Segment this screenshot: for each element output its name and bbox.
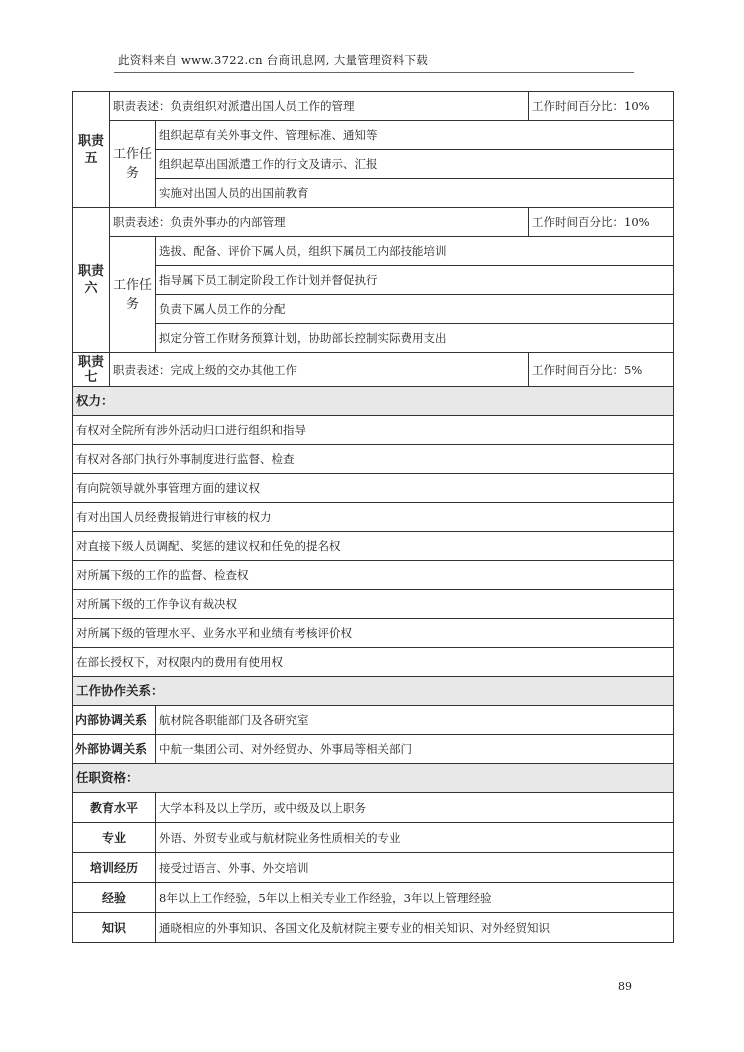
- duty6-label: 职责六: [73, 208, 110, 353]
- knowledge-label: 知识: [73, 913, 156, 943]
- qualification-row: [73, 823, 674, 853]
- page-header: [114, 52, 634, 73]
- power-row: [73, 648, 674, 677]
- duty6-task-row: [73, 237, 674, 266]
- powers-section-row: [73, 387, 674, 416]
- duty5-percent: 工作时间百分比：10%: [529, 92, 674, 121]
- duty5-task-1: 组织起草有关外事文件、管理标准、通知等: [156, 121, 674, 150]
- power-item: 有权对全院所有涉外活动归口进行组织和指导: [73, 416, 674, 445]
- power-item: 对所属下级的工作争议有裁决权: [73, 590, 674, 619]
- duty6-desc-row: [73, 208, 674, 237]
- duty6-task-2: 指导属下员工制定阶段工作计划并督促执行: [156, 266, 674, 295]
- relation-row: [73, 735, 674, 764]
- power-item: 在部长授权下，对权限内的费用有使用权: [73, 648, 674, 677]
- power-row: [73, 619, 674, 648]
- duty6-percent: 工作时间百分比：10%: [529, 208, 674, 237]
- power-row: [73, 590, 674, 619]
- duty6-task-label: 工作任务: [110, 237, 156, 353]
- experience-label: 经验: [73, 883, 156, 913]
- qualification-row: [73, 853, 674, 883]
- duty6-task-4: 拟定分管工作财务预算计划，协助部长控制实际费用支出: [156, 324, 674, 353]
- duty7-row: [73, 353, 674, 387]
- internal-relation-label: 内部协调关系: [73, 706, 156, 735]
- training-label: 培训经历: [73, 853, 156, 883]
- experience-value: 8年以上工作经验，5年以上相关专业工作经验，3年以上管理经验: [156, 883, 674, 913]
- qualification-row: [73, 793, 674, 823]
- qualification-row: [73, 883, 674, 913]
- page-header-text: 此资料来自 www.3722.cn 台商讯息网, 大量管理资料下载: [118, 53, 429, 67]
- duty6-task-1: 选拔、配备、评价下属人员，组织下属员工内部技能培训: [156, 237, 674, 266]
- power-row: [73, 445, 674, 474]
- power-row: [73, 532, 674, 561]
- duty6-description: 职责表述：负责外事办的内部管理: [110, 208, 529, 237]
- power-item: 对直接下级人员调配、奖惩的建议权和任免的提名权: [73, 532, 674, 561]
- duty5-label: 职责五: [73, 92, 110, 208]
- power-row: [73, 561, 674, 590]
- major-value: 外语、外贸专业或与航材院业务性质相关的专业: [156, 823, 674, 853]
- qualifications-section-row: [73, 764, 674, 793]
- duty5-task-2: 组织起草出国派遣工作的行文及请示、汇报: [156, 150, 674, 179]
- major-label: 专业: [73, 823, 156, 853]
- qualification-row: [73, 913, 674, 943]
- knowledge-value: 通晓相应的外事知识、各国文化及航材院主要专业的相关知识、对外经贸知识: [156, 913, 674, 943]
- training-value: 接受过语言、外事、外交培训: [156, 853, 674, 883]
- power-row: [73, 474, 674, 503]
- duty7-percent: 工作时间百分比：5%: [529, 353, 674, 387]
- relation-row: [73, 706, 674, 735]
- powers-title: 权力：: [73, 387, 674, 416]
- duty6-task-row: [73, 324, 674, 353]
- power-item: 有对出国人员经费报销进行审核的权力: [73, 503, 674, 532]
- relations-title: 工作协作关系：: [73, 677, 674, 706]
- duty5-task-3: 实施对出国人员的出国前教育: [156, 179, 674, 208]
- power-item: 对所属下级的管理水平、业务水平和业绩有考核评价权: [73, 619, 674, 648]
- page-number: 89: [618, 980, 632, 993]
- duty5-desc-row: [73, 92, 674, 121]
- duty5-task-label: 工作任务: [110, 121, 156, 208]
- power-row: [73, 416, 674, 445]
- duty7-description: 职责表述：完成上级的交办其他工作: [110, 353, 529, 387]
- duty5-description: 职责表述：负责组织对派遣出国人员工作的管理: [110, 92, 529, 121]
- qualifications-title: 任职资格：: [73, 764, 674, 793]
- power-item: 对所属下级的工作的监督、检查权: [73, 561, 674, 590]
- power-row: [73, 503, 674, 532]
- duty6-task-row: [73, 266, 674, 295]
- external-relation-label: 外部协调关系: [73, 735, 156, 764]
- duty5-task-row: [73, 150, 674, 179]
- internal-relation-value: 航材院各职能部门及各研究室: [156, 706, 674, 735]
- duty6-task-row: [73, 295, 674, 324]
- power-item: 有权对各部门执行外事制度进行监督、检查: [73, 445, 674, 474]
- job-description-table: [72, 91, 674, 943]
- duty5-task-row: [73, 179, 674, 208]
- external-relation-value: 中航一集团公司、对外经贸办、外事局等相关部门: [156, 735, 674, 764]
- power-item: 有向院领导就外事管理方面的建议权: [73, 474, 674, 503]
- duty5-task-row: [73, 121, 674, 150]
- duty7-label: 职责七: [73, 353, 110, 387]
- relations-section-row: [73, 677, 674, 706]
- education-value: 大学本科及以上学历，或中级及以上职务: [156, 793, 674, 823]
- duty6-task-3: 负责下属人员工作的分配: [156, 295, 674, 324]
- education-label: 教育水平: [73, 793, 156, 823]
